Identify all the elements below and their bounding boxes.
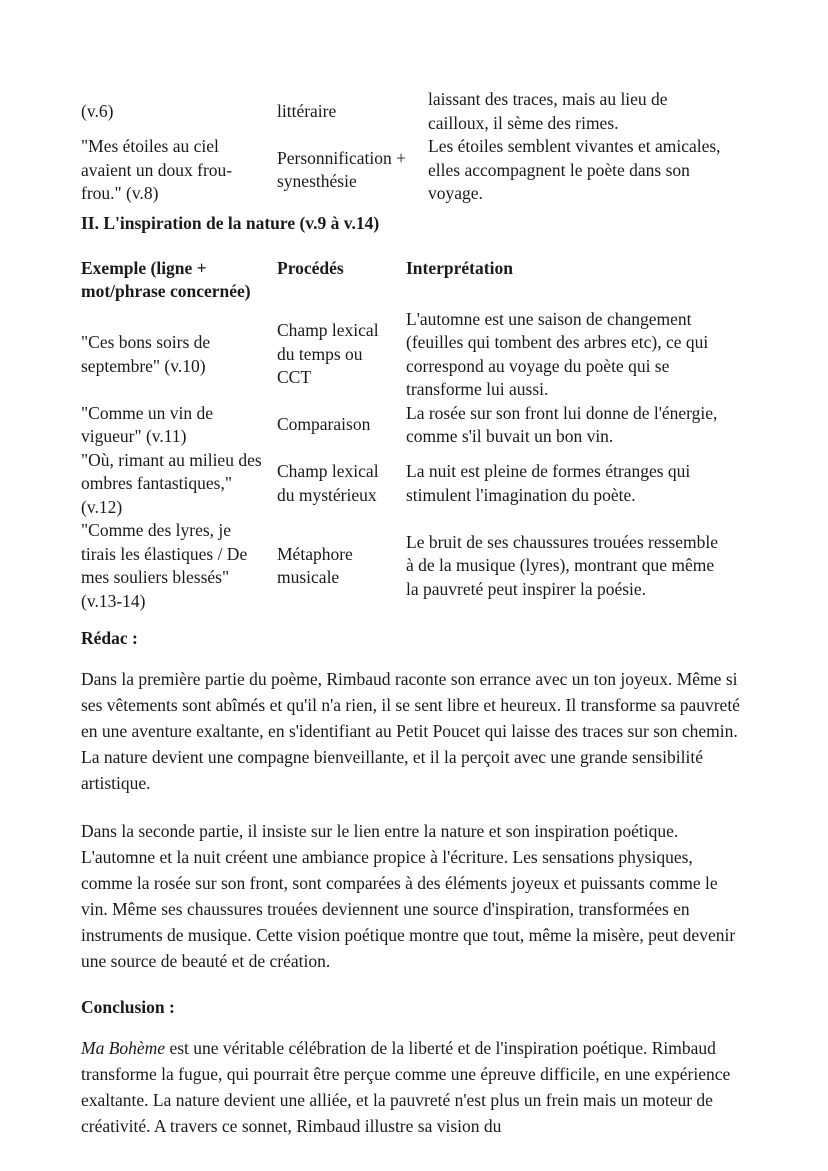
interpretation-cell: Les étoiles semblent vivantes et amicales, elles accompagnent le poète dans son voyage. — [428, 136, 721, 203]
table-row — [81, 88, 740, 135]
table-row — [81, 449, 740, 520]
header-interpretation: Interprétation — [406, 257, 513, 278]
conclusion-paragraph — [81, 1035, 740, 1139]
interpretation-cell: La rosée sur son front lui donne de l'énergie, comme s'il buvait un bon vin. — [406, 402, 718, 446]
procede-cell: Champ lexical du temps ou CCT — [277, 320, 379, 388]
section-two-heading: II. L'inspiration de la nature (v.9 à v.14) — [81, 212, 380, 233]
example-cell: (v.6) — [81, 100, 114, 121]
section-one-continued-table — [81, 88, 740, 206]
table-row — [81, 135, 740, 206]
table-row — [81, 308, 740, 402]
procede-cell: Personnification + synesthésie — [277, 147, 406, 192]
conclusion-body-text: est une véritable célébration de la liberté et de l'inspiration poétique. Rimbaud transforme la fugue, qui pourrait être perçue comme une épreuve difficile, en une expérience exaltante. La nature devient une alliée, et la pauvreté n'est plus un frein mais un moteur de créativité. A travers ce sonnet, Rimbaud illustre sa vision du — [81, 1038, 731, 1136]
example-cell: "Où, rimant au milieu des ombres fantastiques," (v.12) — [81, 449, 262, 517]
procede-cell: Comparaison — [277, 414, 371, 435]
table-row — [81, 402, 740, 449]
procede-cell: littéraire — [277, 100, 337, 121]
redac-paragraph-2: Dans la seconde partie, il insiste sur le lien entre la nature et son inspiration poétique. L'automne et la nuit créent une ambiance propice à l'écriture. Les sensations physiques, comme la rosée sur son front, sont comparées à des éléments joyeux et puissants comme le vin. Même ses chaussures trouées deviennent une source d'inspiration, transformées en instruments de musique. Cette vision poétique montre que tout, même la misère, peut devenir une source de beauté et de création. — [81, 821, 736, 971]
redac-paragraph-1: Dans la première partie du poème, Rimbaud raconte son errance avec un ton joyeux. Même si ses vêtements sont abîmés et qu'il n'a rien, il se sent libre et heureux. Il transforme sa pauvreté en une aventure exaltante, en s'identifiant au Petit Poucet qui laisse des traces sur son chemin. La nature devient une compagne bienveillante, et il la perçoit avec une grande sensibilité artistique. — [81, 669, 740, 793]
poem-title: Ma Bohème — [81, 1038, 166, 1058]
procede-cell: Métaphore musicale — [277, 543, 353, 587]
procede-cell: Champ lexical du mystérieux — [277, 461, 379, 505]
example-cell: "Mes étoiles au ciel avaient un doux frou-frou." (v.8) — [81, 136, 233, 203]
redac-heading: Rédac : — [81, 628, 138, 648]
interpretation-cell: Le bruit de ses chaussures trouées ressemble à de la musique (lyres), montrant que même la pauvreté peut inspirer la poésie. — [406, 531, 718, 599]
table-row — [81, 519, 740, 613]
header-example: Exemple (ligne + mot/phrase concernée) — [81, 257, 251, 301]
table-header-row — [81, 257, 740, 308]
header-procede: Procédés — [277, 257, 344, 278]
section-two-table — [81, 257, 740, 614]
example-cell: "Ces bons soirs de septembre" (v.10) — [81, 332, 211, 376]
example-cell: "Comme un vin de vigueur" (v.11) — [81, 402, 214, 446]
example-cell: "Comme des lyres, je tirais les élastiques / De mes souliers blessés" (v.13-14) — [81, 520, 248, 611]
interpretation-cell: L'automne est une saison de changement (feuilles qui tombent des arbres etc), ce qui correspond au voyage du poète qui se transforme lui aussi. — [406, 308, 709, 399]
conclusion-heading: Conclusion : — [81, 997, 175, 1017]
interpretation-cell: laissant des traces, mais au lieu de cailloux, il sème des rimes. — [428, 89, 668, 133]
interpretation-cell: La nuit est pleine de formes étranges qui stimulent l'imagination du poète. — [406, 461, 691, 505]
